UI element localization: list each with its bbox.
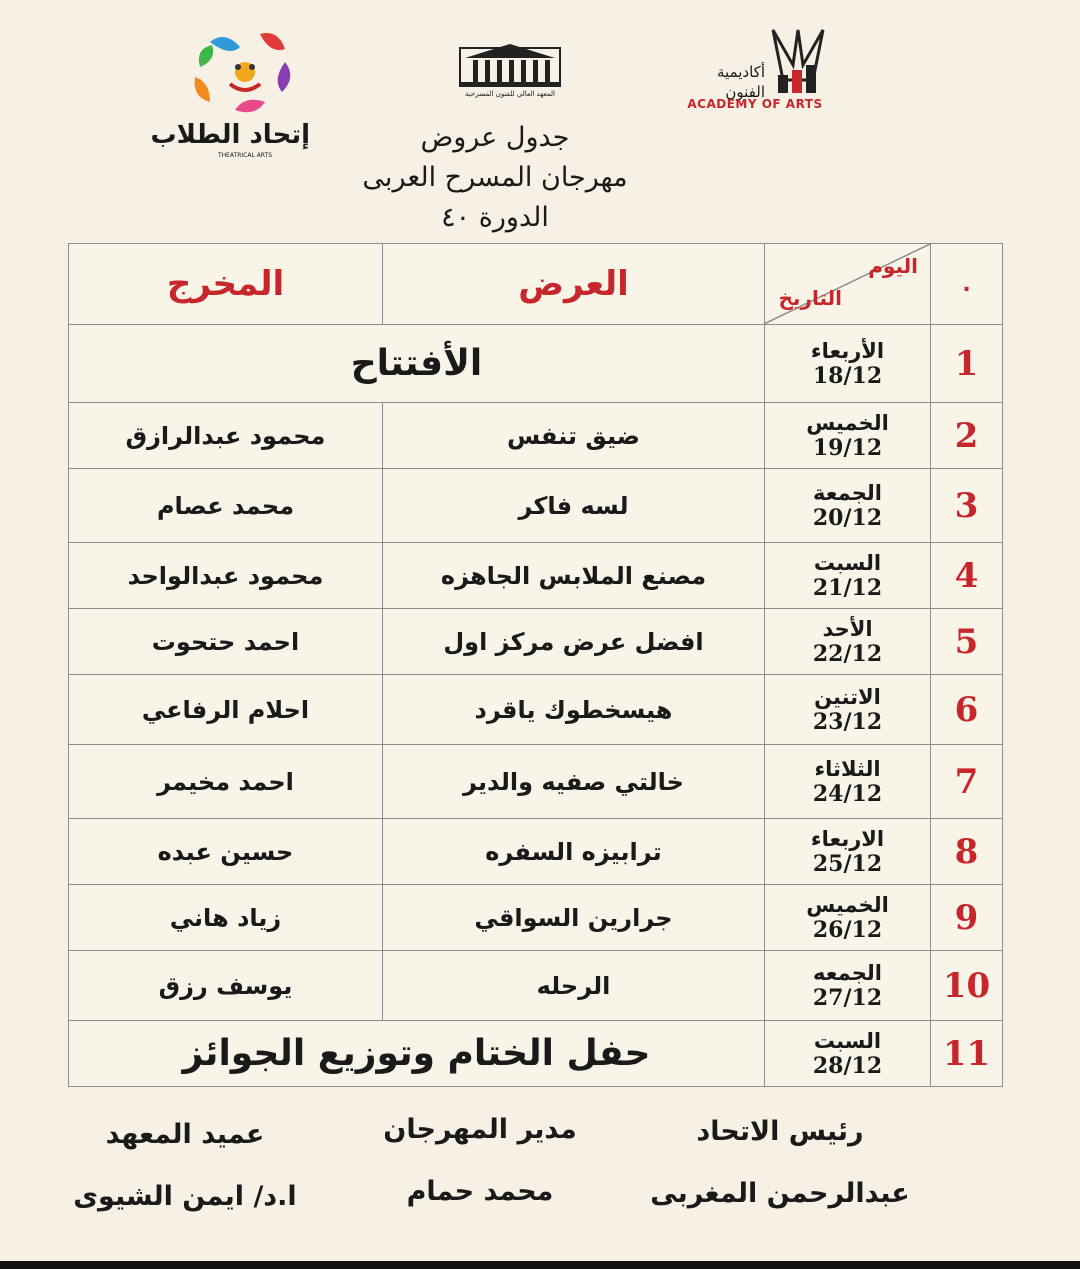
row-date: 20/12: [812, 504, 883, 531]
table-row: [69, 609, 1003, 675]
row-day: الاربعاء: [810, 826, 885, 851]
row-day: الخميس: [806, 410, 889, 435]
row-number: 8: [931, 819, 1003, 885]
student-union-emblem-icon: [180, 22, 310, 122]
row-day: الأحد: [822, 616, 873, 641]
row-day-date: [765, 325, 931, 403]
row-date: 24/12: [812, 780, 883, 807]
row-day: السبت: [813, 1028, 882, 1053]
bottom-bar: [0, 1261, 1080, 1269]
row-date: 27/12: [812, 984, 883, 1011]
academy-logo: [680, 25, 830, 115]
table-row: [69, 403, 1003, 469]
row-day: الجمعة: [813, 480, 882, 505]
row-number: 4: [931, 543, 1003, 609]
row-day-date: [765, 609, 931, 675]
row-number: 5: [931, 609, 1003, 675]
row-day-date: [765, 819, 931, 885]
row-day-date: [765, 745, 931, 819]
edition-label: الدورة ٤٠: [441, 202, 549, 233]
row-show: الرحله: [383, 951, 765, 1021]
row-director: محمد عصام: [69, 469, 383, 543]
student-union-name: إتحاد الطلاب: [150, 120, 310, 150]
schedule-table: [68, 243, 1003, 1087]
festival-name: مهرجان المسرح العربى: [362, 162, 628, 193]
signature-title: عميد المعهد: [105, 1119, 265, 1150]
row-date: 23/12: [812, 708, 883, 735]
row-show: ترابيزه السفره: [383, 819, 765, 885]
student-union-subtitle: THEATRICAL ARTS: [217, 152, 273, 159]
row-date: 18/12: [812, 362, 883, 389]
row-number: 6: [931, 675, 1003, 745]
row-show: افضل عرض مركز اول: [383, 609, 765, 675]
row-date: 21/12: [812, 574, 883, 601]
academy-emblem-icon: [768, 25, 828, 95]
page-title-block: [300, 118, 690, 238]
row-day: الأربعاء: [810, 338, 885, 363]
row-day-date: [765, 469, 931, 543]
row-show: جرارين السواقي: [383, 885, 765, 951]
table-row: [69, 543, 1003, 609]
table-row: [69, 819, 1003, 885]
table-row: [69, 1021, 1003, 1087]
table-row: [69, 469, 1003, 543]
row-director: محمود عبدالواحد: [69, 543, 383, 609]
row-day-date: [765, 885, 931, 951]
row-event: حفل الختام وتوزيع الجوائز: [69, 1021, 765, 1087]
institute-logo: [455, 40, 565, 110]
academy-name-en: ACADEMY OF ARTS: [687, 97, 823, 111]
row-day-date: [765, 403, 931, 469]
row-director: احمد حتحوت: [69, 609, 383, 675]
row-director: زياد هاني: [69, 885, 383, 951]
row-number: 1: [931, 325, 1003, 403]
header-day-date: [765, 244, 931, 325]
row-day: الخميس: [806, 892, 889, 917]
header-show: العرض: [383, 244, 765, 325]
student-union-logo: [150, 22, 310, 162]
header-director: المخرج: [69, 244, 383, 325]
table-row: [69, 325, 1003, 403]
row-show: لسه فاكر: [383, 469, 765, 543]
signature-name: ا.د/ ايمن الشيوى: [73, 1181, 297, 1212]
row-day-date: [765, 1021, 931, 1087]
row-number: 11: [931, 1021, 1003, 1087]
academy-name-ar-2: الفنون: [725, 83, 765, 101]
row-number: 2: [931, 403, 1003, 469]
header-day-label: اليوم: [868, 254, 918, 278]
row-date: 26/12: [812, 916, 883, 943]
page-title: جدول عروض: [420, 122, 570, 153]
table-row: [69, 951, 1003, 1021]
row-event: الأفتتاح: [69, 325, 765, 403]
row-date: 28/12: [812, 1052, 883, 1079]
row-show: خالتي صفيه والدير: [383, 745, 765, 819]
signature-title: مدير المهرجان: [383, 1114, 577, 1145]
row-day-date: [765, 675, 931, 745]
row-number: 7: [931, 745, 1003, 819]
header-date-label: التاريخ: [778, 286, 842, 310]
row-date: 19/12: [812, 434, 883, 461]
row-show: ضيق تنفس: [383, 403, 765, 469]
table-row: [69, 745, 1003, 819]
signature-name: محمد حمام: [406, 1176, 554, 1207]
institute-name: المعهد العالي للفنون المسرحية: [465, 90, 555, 98]
row-director: احلام الرفاعي: [69, 675, 383, 745]
building-icon: [455, 40, 565, 90]
row-director: محمود عبدالرازق: [69, 403, 383, 469]
row-day: الثلاثاء: [814, 756, 881, 781]
row-director: احمد مخيمر: [69, 745, 383, 819]
row-director: حسين عبده: [69, 819, 383, 885]
row-director: يوسف رزق: [69, 951, 383, 1021]
row-number: 9: [931, 885, 1003, 951]
table-row: [69, 885, 1003, 951]
row-show: هيسخطوك ياقرد: [383, 675, 765, 745]
row-day: السبت: [813, 550, 882, 575]
row-day: الاتنين: [814, 684, 881, 709]
row-day-date: [765, 951, 931, 1021]
table-header-row: [69, 244, 1003, 325]
signature-name: عبدالرحمن المغربى: [650, 1178, 910, 1209]
row-date: 25/12: [812, 850, 883, 877]
table-row: [69, 675, 1003, 745]
row-date: 22/12: [812, 640, 883, 667]
row-show: مصنع الملابس الجاهزه: [383, 543, 765, 609]
signature-title: رئيس الاتحاد: [696, 1116, 864, 1147]
row-day-date: [765, 543, 931, 609]
signature-festival-director: [340, 1110, 620, 1212]
academy-name-ar-1: أكاديمية: [717, 63, 765, 81]
signature-union-head: [640, 1112, 920, 1214]
header-number: .: [931, 244, 1003, 325]
row-number: 3: [931, 469, 1003, 543]
signature-dean: [45, 1115, 325, 1217]
row-day: الجمعه: [813, 960, 882, 985]
row-number: 10: [931, 951, 1003, 1021]
